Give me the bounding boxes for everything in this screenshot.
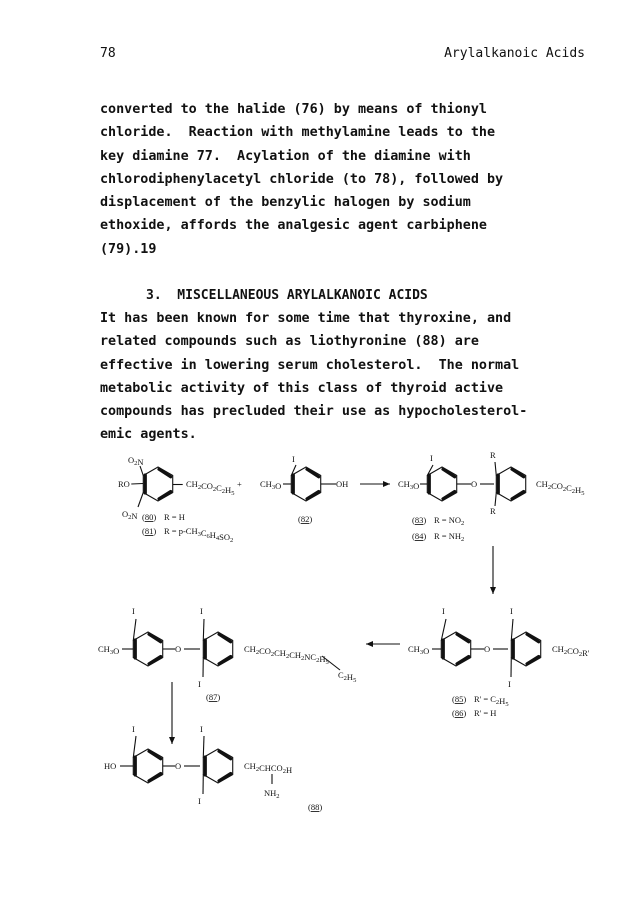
compound-87-label: [206, 692, 220, 702]
iodo-label: I: [198, 679, 201, 689]
bond: [133, 736, 136, 758]
paragraph-2-line: emic agents.: [100, 427, 197, 443]
ring-82: [291, 467, 320, 501]
paragraph-2-line: effective in lowering serum cholesterol. The normal: [100, 357, 520, 373]
arrow-84-85-head: [490, 587, 496, 594]
bond: [495, 462, 496, 476]
bond: [441, 619, 446, 641]
ring-88a: [133, 749, 162, 783]
bond: [511, 619, 513, 641]
ring-85b: [511, 632, 540, 666]
arrow-82-83-head: [383, 481, 390, 487]
compound-definition: R = H: [164, 512, 185, 522]
substituent-83: $CH_2CO_2C_2H_5$: [536, 479, 585, 497]
iodo-label: I: [442, 606, 445, 616]
ether-oxygen: O: [471, 479, 478, 489]
paragraph-1-line: chloride. Reaction with methylamine leads to the: [100, 125, 496, 141]
iodo-label: I: [200, 606, 203, 616]
paragraph-1-line: key diamine 77. Acylation of the diamine with: [100, 148, 471, 164]
ring-87b: [203, 632, 232, 666]
compound-86-label: [452, 708, 496, 718]
substituent-80: $CH_2CO_2C_2H_5$: [186, 479, 235, 497]
r-label: R: [490, 506, 496, 516]
compound-number: (87): [206, 692, 221, 702]
compound-definition: $R = p-CH_3C_6H_4SO_2$: [164, 526, 234, 544]
hydroxy-label: HO: [104, 761, 117, 771]
substituent-85: $CH_2CO_2R'$: [552, 644, 590, 658]
amino-label: $NH_2$: [264, 788, 280, 800]
iodo-label: I: [430, 453, 433, 463]
substituent-88: $CH_2CHCO_2H$: [244, 761, 293, 775]
bond: [138, 493, 143, 508]
ring-87a: [133, 632, 162, 666]
compound-88-label: [308, 802, 322, 812]
ring-83a: [427, 467, 456, 501]
nitro-label: $O_2N$: [122, 509, 138, 521]
compound-number: (80): [142, 512, 157, 522]
substituent-87: $CH_2CO_2CH_2CH_2NC_2H_5$: [244, 644, 329, 666]
paragraph-1-line: displacement of the benzylic halogen by sodium: [100, 195, 471, 211]
compound-84-label: [412, 531, 464, 543]
iodo-label: I: [132, 606, 135, 616]
methoxy-label: $CH_3O$: [98, 644, 120, 656]
compound-number: (84): [412, 531, 427, 541]
compound-number: (82): [298, 514, 313, 524]
iodo-label: I: [132, 724, 135, 734]
bond: [140, 466, 143, 476]
running-head: Arylalkanoic Acids: [444, 46, 585, 61]
methoxy-label: $CH_3O$: [260, 479, 282, 491]
ether-oxygen: O: [484, 644, 491, 654]
iodo-label: I: [292, 454, 295, 464]
iodo-label: I: [508, 679, 511, 689]
compound-82-label: [298, 514, 312, 524]
paragraph-1-line: ethoxide, affords the analgesic agent carbiphene: [100, 218, 487, 234]
compound-definition: $R' = C_2H_5$: [474, 694, 509, 708]
compound-83-label: [412, 515, 464, 527]
bond: [203, 736, 204, 758]
compound-number: (81): [142, 526, 157, 536]
page-number: 78: [100, 46, 116, 61]
bond: [495, 493, 496, 507]
compound-81-label: [142, 526, 233, 544]
plus-sign: +: [237, 479, 242, 489]
compound-85-label: [452, 694, 509, 708]
paragraph-2-line: compounds has precluded their use as hypocholesterol-: [100, 404, 528, 420]
compound-number: (86): [452, 708, 467, 718]
ethyl-label: $C_2H_5$: [338, 670, 357, 684]
compound-80-label: [142, 512, 185, 522]
paragraph-2-line: It has been known for some time that thyroxine, and: [100, 311, 512, 326]
paragraph-2-line: related compounds such as liothyronine (88) are: [100, 334, 479, 350]
bond: [131, 484, 143, 485]
iodo-label: I: [200, 724, 203, 734]
section-heading: 3. MISCELLANEOUS ARYLALKANOIC ACIDS: [146, 288, 428, 303]
ether-oxygen: O: [175, 644, 182, 654]
ro-label: RO: [118, 479, 130, 489]
ring-83b: [496, 467, 525, 501]
paragraph-1: [100, 98, 600, 261]
compound-number: (88): [308, 802, 323, 812]
paragraph-2: [100, 307, 600, 447]
ring-85a: [441, 632, 470, 666]
r-label: R: [490, 450, 496, 460]
nitro-label: $O_2N$: [128, 455, 144, 467]
compound-definition: $R = NO_2$: [434, 515, 465, 527]
bond: [203, 619, 204, 641]
iodo-label: I: [198, 796, 201, 806]
ether-oxygen: O: [175, 761, 182, 771]
ring-88b: [203, 749, 232, 783]
hydroxy-label: OH: [336, 479, 349, 489]
methoxy-label: $CH_3O$: [408, 644, 430, 656]
ring-80: [143, 467, 172, 501]
compound-number: (83): [412, 515, 427, 525]
arrow-85-87-head: [366, 641, 373, 647]
arrow-87-88-head: [169, 737, 175, 744]
compound-definition: R' = H: [474, 708, 497, 718]
bond: [133, 619, 136, 641]
compound-number: (85): [452, 694, 467, 704]
paragraph-1-line: chlorodiphenylacetyl chloride (to 78), followed by: [100, 171, 504, 187]
compound-definition: $R = NH_2$: [434, 531, 465, 543]
reaction-scheme: [0, 444, 635, 844]
paragraph-1-line: (79).19: [100, 241, 157, 257]
paragraph-1-line: converted to the halide (76) by means of thionyl: [100, 102, 487, 117]
paragraph-2-line: metabolic activity of this class of thyroid active: [100, 380, 504, 396]
iodo-label: I: [510, 606, 513, 616]
methoxy-label: $CH_3O$: [398, 479, 420, 491]
